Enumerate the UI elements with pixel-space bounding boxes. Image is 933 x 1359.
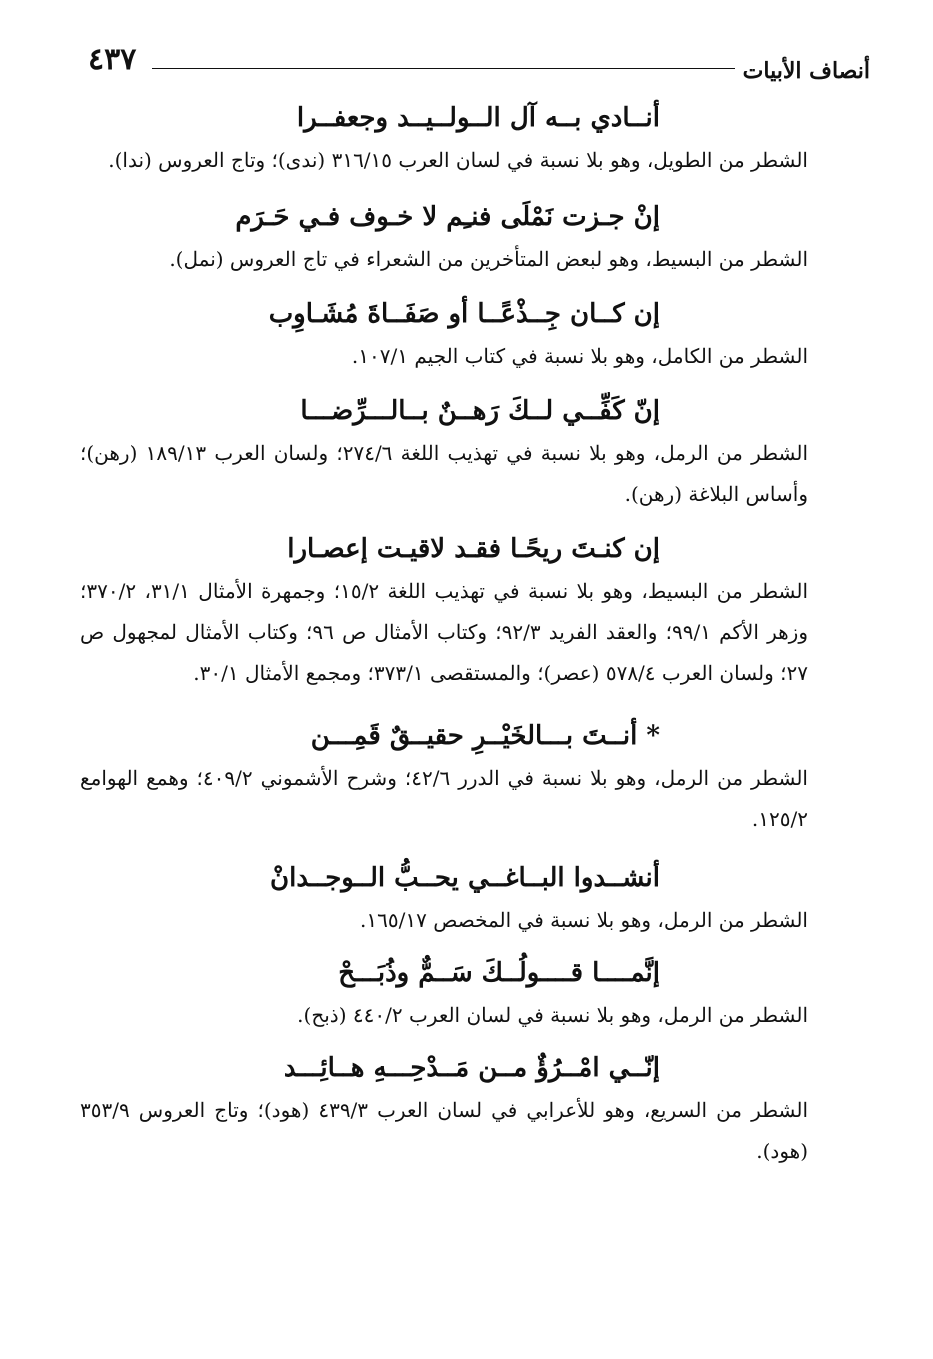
verse-line: أنــادي بــه آل الــولــيــد وجعفــرا <box>296 103 660 133</box>
running-title: أنصاف الأبيات <box>742 58 870 84</box>
verse-entry <box>80 197 870 280</box>
verse-entry <box>80 1048 870 1172</box>
header-rule <box>152 68 735 69</box>
verse-note: الشطر من الرمل، وهو بلا نسبة في تهذيب اللغة ٢٧٤/٦؛ ولسان العرب ١٨٩/١٣ (رهن)؛ وأساس البلاغة (رهن). <box>80 441 809 506</box>
verse-entry <box>80 294 870 377</box>
verse-line: إن كــان جِــذْعًــا أو صَفَــاةَ مُشَـاوِب <box>268 299 660 329</box>
verse-line: إنّ كَفِّــي لــكَ رَهــنٌ بــالـــرِّضـــا <box>300 396 660 426</box>
verse-entry <box>80 953 870 1036</box>
verse-note: الشطر من السريع، وهو للأعرابي في لسان العرب ٤٣٩/٣ (هود)؛ وتاج العروس ٣٥٣/٩ (هود). <box>80 1098 808 1163</box>
verse-note: الشطر من الرمل، وهو بلا نسبة في الدرر ٤٢/٦؛ وشرح الأشموني ٤٠٩/٢؛ وهمع الهوامع ١٢٥/٢. <box>80 766 808 831</box>
verse-entry <box>80 98 870 181</box>
verse-entry <box>80 529 870 694</box>
verse-line: إنّــي امْــرُؤٌ مــن مَــدْحِـــهِ هــائِـــد <box>283 1053 660 1083</box>
verse-note: الشطر من الكامل، وهو بلا نسبة في كتاب الجيم ١٠٧/١. <box>351 344 808 368</box>
verse-note: الشطر من البسيط، وهو بلا نسبة في تهذيب اللغة ١٥/٢؛ وجمهرة الأمثال ٣١/١، ٣٧٠/٢؛ وزهر الأكم ٩٩/١؛ والعقد الفريد ٩٢/٣؛ وكتاب الأمثال ص ٩٦؛ وكتاب الأمثال لمجهول ص ٢٧؛ ولسان العرب ٥٧٨/٤ (عصر)؛ والمستقصى ٣٧٣/١؛ ومجمع الأمثال ٣٠/١. <box>80 579 809 685</box>
verse-line: إنْ جـزت نَمْلَى فنـِم لا خـوف فـي حَـرَم <box>235 202 660 232</box>
page-header <box>82 40 870 86</box>
verse-note: الشطر من البسيط، وهو لبعض المتأخرين من الشعراء في تاج العروس (نمل). <box>169 247 808 271</box>
verse-line: إن كنـتَ ريحًـا فقـد لاقيـت إعصـارا <box>287 534 660 564</box>
verse-note: الشطر من الرمل، وهو بلا نسبة في المخصص ١٦٥/١٧. <box>360 908 808 932</box>
verse-note: الشطر من الطويل، وهو بلا نسبة في لسان العرب ٣١٦/١٥ (ندى)؛ وتاج العروس (ندا). <box>108 148 808 172</box>
verse-note: الشطر من الرمل، وهو بلا نسبة في لسان العرب ٤٤٠/٢ (ذبح). <box>297 1003 808 1027</box>
page-number: ٤٣٧ <box>88 42 137 77</box>
page-content <box>80 96 870 1172</box>
verse-entry <box>80 858 870 941</box>
verse-entry <box>80 391 870 515</box>
verse-line: أنشــدوا البــاغــي يحــبُّ الــوجــدانْ <box>270 863 660 893</box>
verse-line: إنَّمــــا قــــولُــكَ سَــمٌّ وذُبَـــحْ <box>338 958 660 988</box>
verse-entry <box>80 716 870 840</box>
verse-line: * أنــتَ بـــالخَيْــرِ حقيــقٌ قَمِـــن <box>310 721 660 751</box>
